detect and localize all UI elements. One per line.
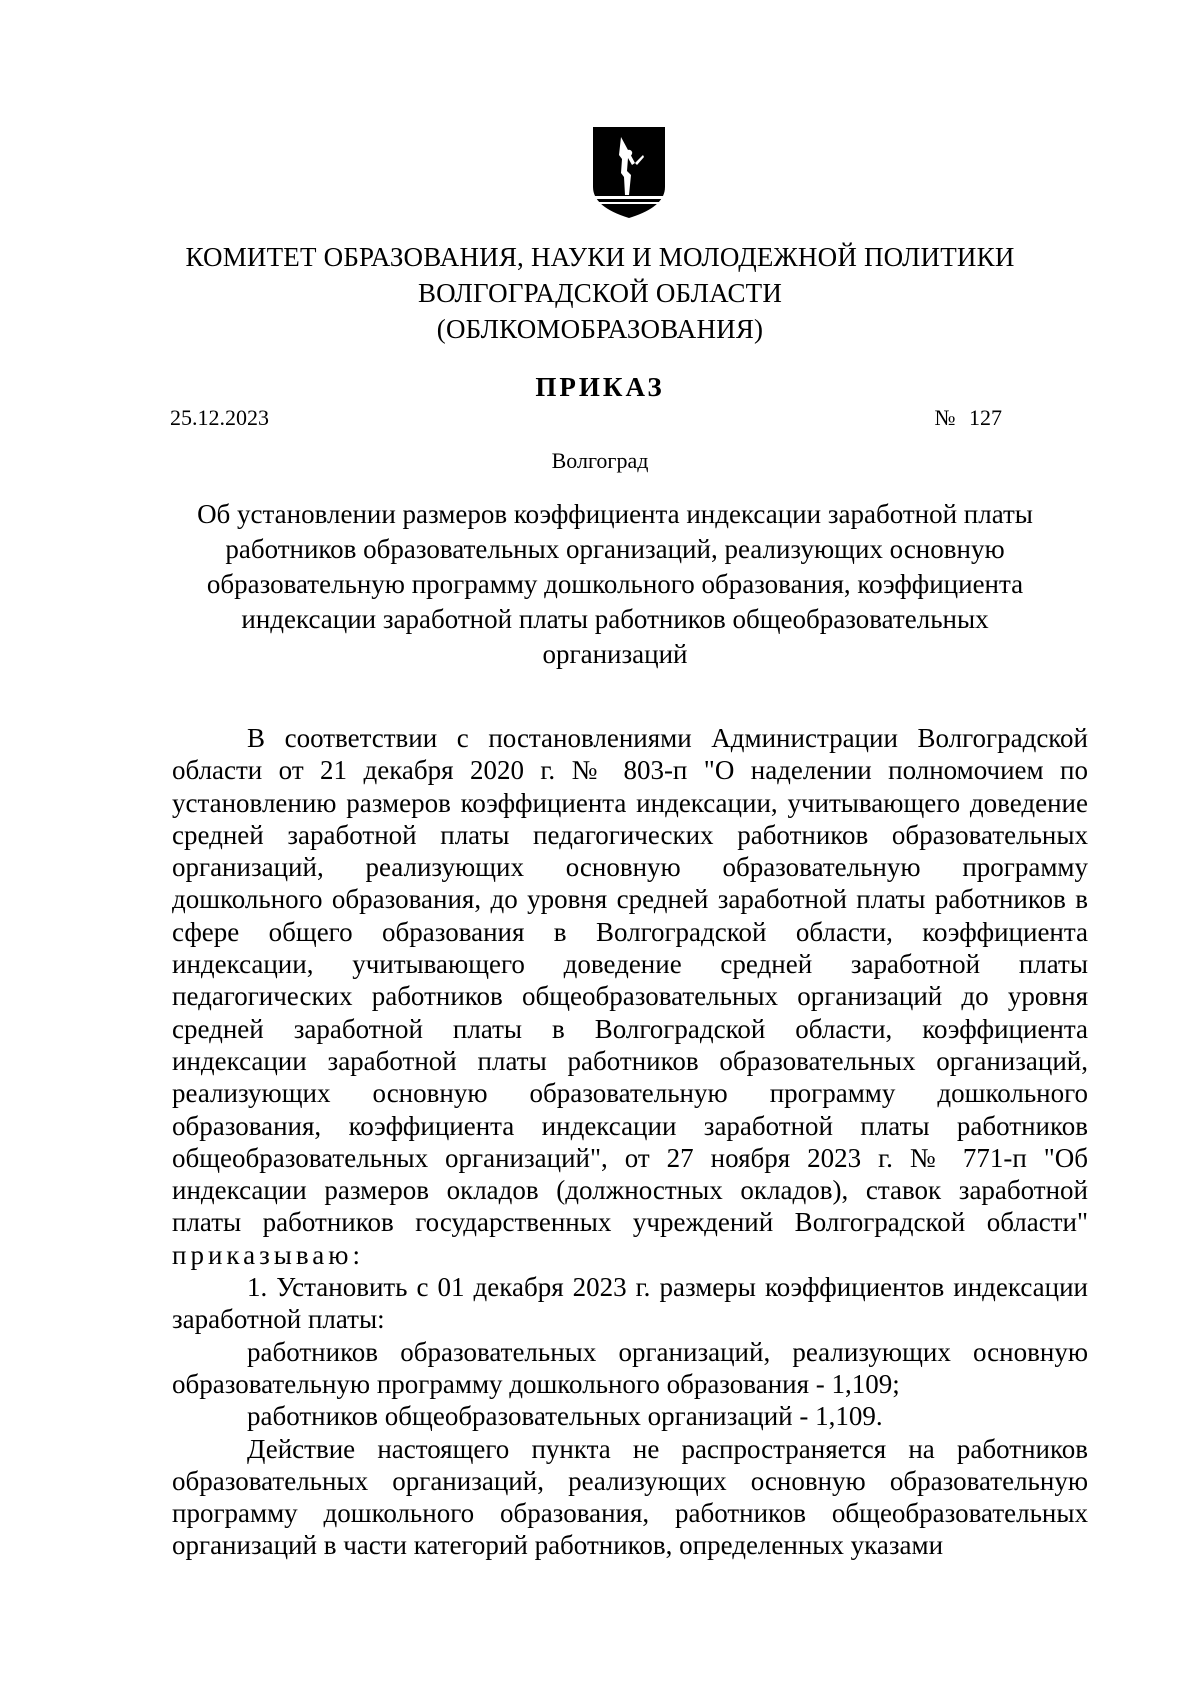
preamble-text: В соответствии с постановлениями Администрации Волгоградской области от 21 декабря 2020 г. № 803-п "О наделении полномочием по установлению размеров коэффициента индексации, учитывающего доведение средней заработной платы педагогических работников образовательных организаций, реализующих основную образовательную программу дошкольного образования, до уровня средней заработной платы работников в сфере общего образования в Волгоградской области, коэффициента индексации, учитывающего доведение средней заработной платы педагогических работников общеобразовательных организаций до уровня средней заработной платы в Волгоградской области, коэффициента индексации заработной платы работников образовательных организаций, реализующих основную образовательную программу дошкольного образования, коэффициента индексации заработной платы работников общеобразовательных организаций", от 27 ноября 2023 г. № 771-п "Об индексации размеров окладов (должностных окладов), ставок заработной платы работников государственных учреждений Волгоградской области" — [172, 723, 1088, 1238]
clause-1-paragraph: 1. Установить с 01 декабря 2023 г. размеры коэффициентов индексации заработной платы: — [172, 1272, 1088, 1335]
clause-1-item-preschool: работников образовательных организаций, реализующих основную образовательную программу дошкольного образования - 1,109; — [172, 1336, 1088, 1399]
organization-name-line-1: КОМИТЕТ ОБРАЗОВАНИЯ, НАУКИ И МОЛОДЕЖНОЙ ПОЛИТИКИ — [185, 242, 1015, 272]
document-type-heading: ПРИКАЗ — [535, 372, 665, 402]
order-body — [172, 722, 1088, 1562]
order-title-line: Об установлении размеров коэффициента индексации заработной платы — [197, 499, 1033, 529]
organization-name-line-2: ВОЛГОГРАДСКОЙ ОБЛАСТИ — [417, 278, 783, 308]
order-word: приказываю: — [172, 1239, 364, 1270]
order-title-line: работников образовательных организаций, реализующих основную — [225, 534, 1005, 564]
organization-abbreviation: (ОБЛКОМОБРАЗОВАНИЯ) — [436, 314, 764, 344]
clause-1-exception-paragraph: Действие настоящего пункта не распространяется на работников образовательных организаций, реализующих основную образовательную программу дошкольного образования, работников общеобразовательных организаций в части категорий работников, определенных указами — [172, 1433, 1088, 1561]
preamble-paragraph — [172, 722, 1088, 1271]
order-number: № 127 — [934, 405, 1002, 430]
order-title-line: организаций — [542, 639, 688, 669]
volgograd-coat-of-arms-icon — [591, 125, 667, 220]
order-date: 25.12.2023 — [170, 405, 269, 430]
order-title — [170, 497, 1060, 672]
clause-1-item-general: работников общеобразовательных организаций - 1,109. — [247, 1401, 883, 1432]
order-title-line: индексации заработной платы работников общеобразовательных — [241, 604, 989, 634]
order-title-line: образовательную программу дошкольного образования, коэффициента — [206, 569, 1024, 599]
order-city: Волгоград — [551, 448, 649, 473]
